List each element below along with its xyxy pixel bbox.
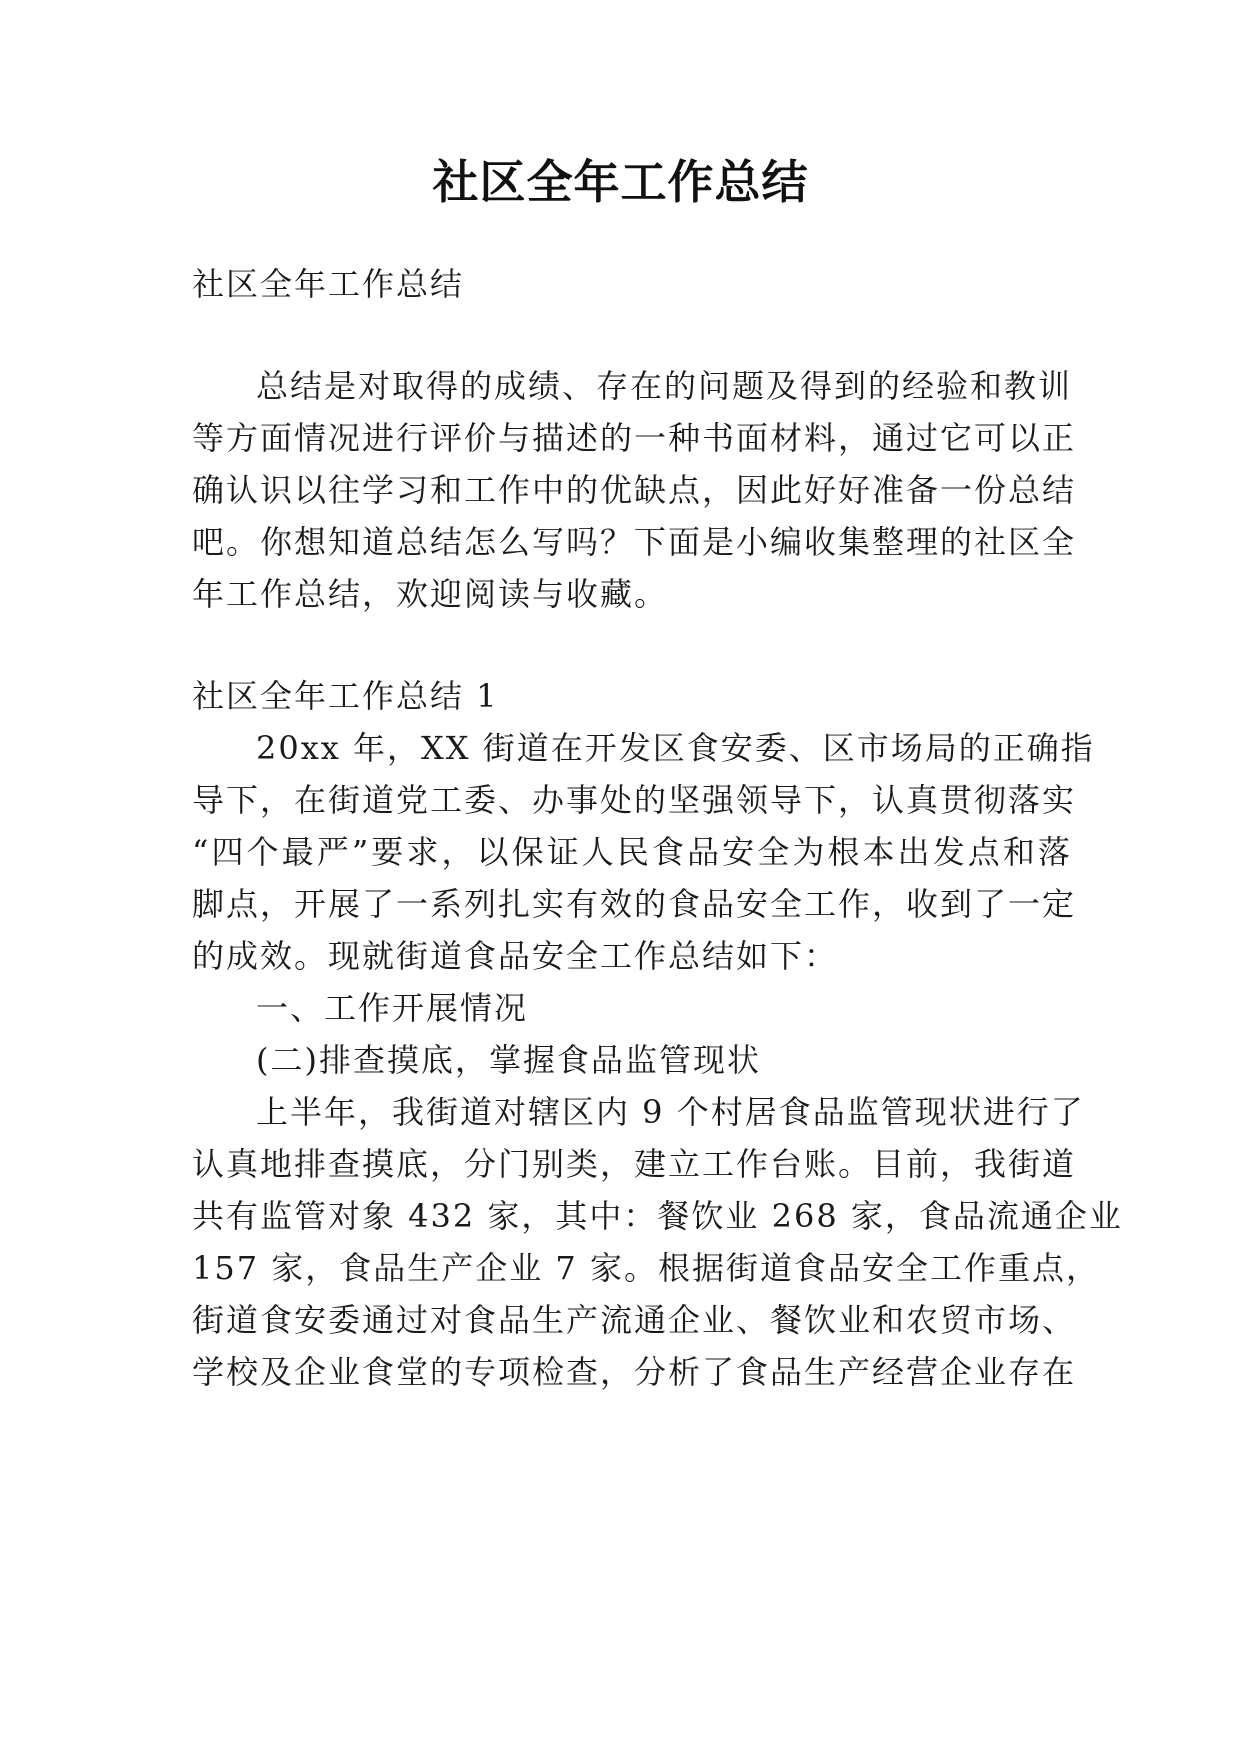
intro-line: 吧。你想知道总结怎么写吗？下面是小编收集整理的社区全 [192,523,1077,561]
section-heading: 社区全年工作总结 1 [192,677,499,715]
intro-line: 年工作总结，欢迎阅读与收藏。 [192,575,669,613]
paragraph-line: 街道食安委通过对食品生产流通企业、餐饮业和农贸市场、 [192,1301,1077,1339]
paragraph-line: 共有监管对象 432 家，其中：餐饮业 268 家，食品流通企业 [192,1197,1123,1235]
heading-work-status: 一、工作开展情况 [256,989,529,1027]
document-subtitle: 社区全年工作总结 [192,265,465,303]
intro-line: 确认识以往学习和工作中的优缺点，因此好好准备一份总结 [192,471,1077,509]
intro-line: 总结是对取得的成绩、存在的问题及得到的经验和教训 [256,367,1073,405]
heading-investigation: (二)排查摸底，掌握食品监管现状 [256,1041,761,1079]
paragraph-line: 的成效。现就街道食品安全工作总结如下： [192,937,839,975]
paragraph-line: 脚点，开展了一系列扎实有效的食品安全工作，收到了一定 [192,885,1077,923]
paragraph-line: “四个最严”要求，以保证人民食品安全为根本出发点和落 [192,833,1072,871]
paragraph-line: 导下，在街道党工委、办事处的坚强领导下，认真贯彻落实 [192,781,1077,819]
paragraph-line: 学校及企业食堂的专项检查，分析了食品生产经营企业存在 [192,1353,1077,1391]
paragraph-line: 20xx 年，XX 街道在开发区食安委、区市场局的正确指 [256,729,1095,767]
document-title: 社区全年工作总结 [432,155,809,209]
paragraph-line: 认真地排查摸底，分门别类，建立工作台账。目前，我街道 [192,1145,1077,1183]
intro-line: 等方面情况进行评价与描述的一种书面材料，通过它可以正 [192,419,1077,457]
paragraph-line: 上半年，我街道对辖区内 9 个村居食品监管现状进行了 [256,1093,1085,1131]
paragraph-line: 157 家，食品生产企业 7 家。根据街道食品安全工作重点， [192,1249,1100,1287]
